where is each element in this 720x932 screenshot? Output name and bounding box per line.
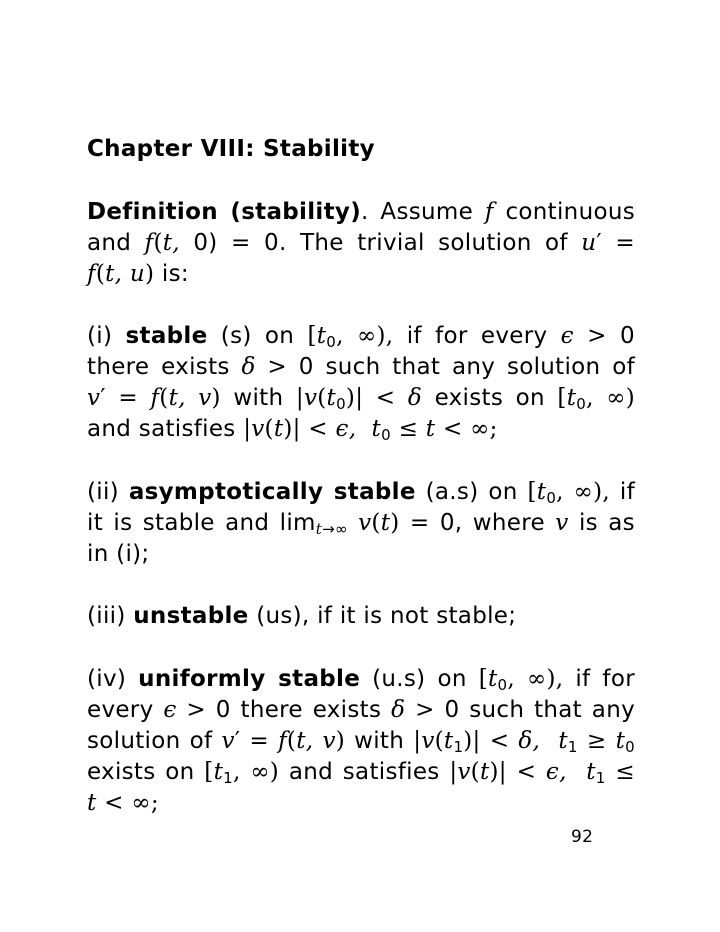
item-iv-line-3: solution of v′ = f(t, v) with $|v(t_1)| < \delta$, $t_1 \ge t_0$: [87, 728, 635, 756]
definition-line-2: and f(t, 0) = 0. The trivial solution of u′ =: [87, 230, 635, 256]
definition-line-1: Definition (stability). Assume f continuous: [87, 199, 635, 225]
item-iv-line-1: (iv) uniformly stable (u.s) on [$t_0$, ∞), if for: [87, 666, 635, 694]
item-i-line-3: v′ = f(t, v) with $|v(t_0)| < \delta$ exists on [$t_0$, ∞): [87, 385, 635, 413]
page-number: 92: [571, 827, 594, 847]
item-iii-line-1: (iii) unstable (us), if it is not stable;: [87, 603, 517, 629]
definition-line-3: f(t, u) is:: [87, 261, 189, 287]
item-ii-line-1: (ii) asymptotically stable (a.s) on [$t_0$, ∞), if: [87, 479, 635, 507]
item-i-line-4: and satisfies |v(t)| < ϵ, $t_0 \le t$ < ∞;: [87, 416, 498, 444]
item-i-line-1: (i) stable (s) on [$t_0$, ∞), if for every ϵ > 0: [87, 323, 635, 351]
item-i-line-2: there exists δ > 0 such that any solution of: [87, 354, 635, 380]
item-iv-line-4: exists on [$t_1$, ∞) and satisfies |v(t)| < ϵ, $t_1$ ≤: [87, 759, 635, 787]
term-stable: stable: [125, 323, 208, 349]
definition-title: Definition (stability): [87, 199, 362, 225]
term-asymptotically-stable: asymptotically stable: [128, 479, 416, 505]
item-iv-line-5: t < ∞;: [87, 790, 159, 816]
item-ii-line-3: in (i);: [87, 541, 150, 567]
chapter-heading: Chapter VIII: Stability: [87, 136, 375, 162]
item-ii-line-2: it is stable and $\lim_{t\to\infty} v(t) = 0$, where v is as: [87, 510, 635, 538]
term-unstable: unstable: [133, 603, 249, 629]
term-uniformly-stable: uniformly stable: [138, 666, 361, 692]
item-iv-line-2: every ϵ > 0 there exists δ > 0 such that any: [87, 697, 635, 723]
